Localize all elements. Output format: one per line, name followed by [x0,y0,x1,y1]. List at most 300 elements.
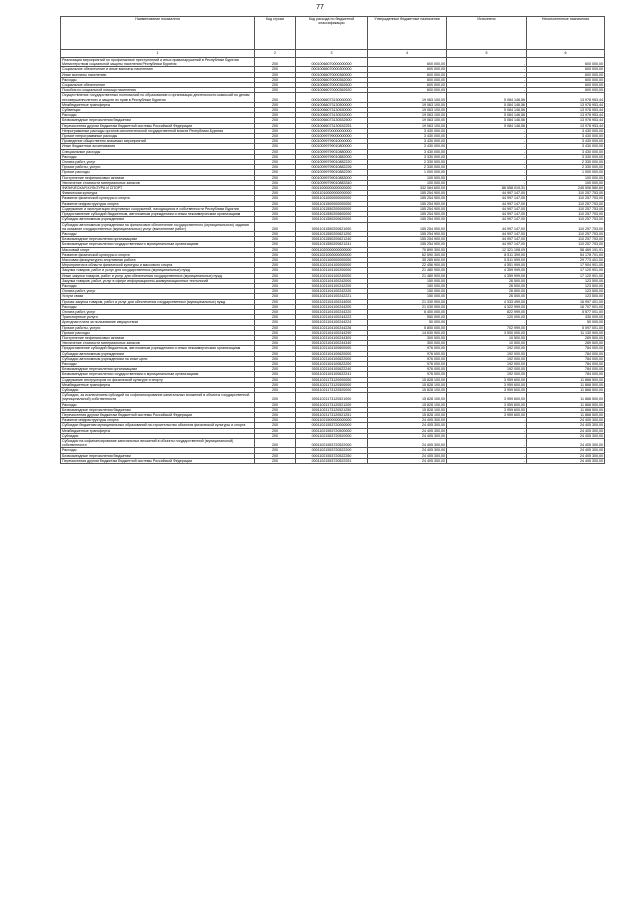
row-name: Предоставление субсидий бюджетным, автономным учреждениям и иным некоммерческим организациям [61,346,255,351]
row-line-code: 200 [255,320,296,325]
row-executed-amount: 44 997 147,00 [447,191,527,196]
header-classification-code: Код расхода по бюджетной классификации [296,17,368,50]
row-line-code: 200 [255,212,296,217]
row-line-code: 200 [255,83,296,88]
row-approved-amount: 15 828 100,00 [368,377,447,382]
row-unexecuted-amount: 11 130 900,00 [527,330,605,335]
row-line-code: 200 [255,458,296,463]
row-name: Субсидии [61,433,255,438]
row-approved-amount: 600 000,00 [368,88,447,93]
row-classification-code: 00011021104100244340 [296,341,368,346]
row-unexecuted-amount: 5 097 001,00 [527,325,605,330]
row-line-code: 200 [255,196,296,201]
row-approved-amount: 6 400 000,00 [368,309,447,314]
row-executed-amount: 192 000,00 [447,367,527,372]
row-approved-amount: 19 063 100,00 [368,123,447,128]
row-executed-amount: - [447,448,527,453]
row-unexecuted-amount: 110 257 753,00 [527,222,605,231]
row-line-code: 200 [255,351,296,356]
row-name: Прочие работы, услуги [61,165,255,170]
row-approved-amount: 976 000,00 [368,351,447,356]
header-unexecuted: Неисполненные назначения [527,17,605,50]
row-classification-code: 00011021104100244220 [296,309,368,314]
row-executed-amount: - [447,165,527,170]
row-executed-amount: 4 333 499,00 [447,299,527,304]
row-line-code: 200 [255,252,296,257]
row-classification-code: 00011011550200000000 [296,206,368,211]
row-name: Развитие инфраструктуры спорта [61,201,255,206]
row-unexecuted-amount: 11 868 500,00 [527,402,605,407]
row-approved-amount: 1 000 000,00 [368,170,447,175]
row-executed-amount: 4 359 999,00 [447,268,527,273]
row-classification-code: 00011021104100244222 [296,315,368,320]
row-executed-amount: 86 558 019,31 [447,186,527,191]
row-line-code: 200 [255,278,296,283]
row-unexecuted-amount: 784 000,00 [527,356,605,361]
row-name: Предоставление субсидий бюджетным, автономным учреждениям и иным некоммерческим организациям [61,212,255,217]
row-classification-code: 00011021553720500000 [296,428,368,433]
row-classification-code: 00011011550200620000 [296,217,368,222]
row-name: Прочая закупка товаров, работ и услуг для обеспечения государственных (муниципальных) нужд [61,299,255,304]
table-row [61,273,605,278]
row-classification-code: 00011010000000000000 [296,191,368,196]
row-approved-amount: 150 000,00 [368,283,447,288]
row-classification-code: 00011021553720522250 [296,453,368,458]
row-approved-amount: 21 330 900,00 [368,299,447,304]
row-unexecuted-amount: 58 469 191,91 [527,247,605,252]
row-unexecuted-amount: 24 405 300,00 [527,453,605,458]
row-executed-amount: 8 511 399,00 [447,252,527,257]
row-classification-code: 00010066073130500000 [296,102,368,107]
row-approved-amount: 24 405 300,00 [368,458,447,463]
row-unexecuted-amount: 110 257 753,00 [527,212,605,217]
row-classification-code: 00011021104100240000 [296,273,368,278]
table-row [61,268,605,273]
row-executed-amount: - [447,134,527,139]
row-line-code: 200 [255,72,296,77]
row-executed-amount: 44 997 147,00 [447,217,527,222]
row-name: Массовая физкультурно-спортивная работа [61,257,255,262]
row-unexecuted-amount: 110 257 753,00 [527,206,605,211]
row-line-code: 200 [255,77,296,82]
row-unexecuted-amount: 110 257 753,00 [527,196,605,201]
row-name: Мероприятия в области физической культуры и массового спорта [61,263,255,268]
table-row [61,458,605,463]
row-executed-amount: 3 959 600,00 [447,407,527,412]
row-classification-code: 00010066070000362620 [296,88,368,93]
row-classification-code: 00011021104100244300 [296,335,368,340]
row-executed-amount: 44 997 147,00 [447,206,527,211]
row-approved-amount: 15 828 100,00 [368,413,447,418]
row-executed-amount: - [447,139,527,144]
row-unexecuted-amount: 600 000,00 [527,58,605,67]
row-name: Реализация мероприятий по профилактике преступлений и иных правонарушений в Республике Бурятия Министерством социальной защиты населения Республики Бурятия [61,58,255,67]
row-name: ФИЗИЧЕСКАЯ КУЛЬТУРА И СПОРТ [61,186,255,191]
row-unexecuted-amount: 784 000,00 [527,367,605,372]
row-unexecuted-amount: 784 000,00 [527,351,605,356]
row-executed-amount: 192 000,00 [447,356,527,361]
row-approved-amount: 24 405 300,00 [368,448,447,453]
row-executed-amount: 192 000,00 [447,346,527,351]
row-line-code: 200 [255,154,296,159]
row-unexecuted-amount: 600 000,00 [527,88,605,93]
row-unexecuted-amount: 100 000,00 [527,175,605,180]
row-classification-code: 00010099700000000000 [296,128,368,133]
row-unexecuted-amount: 5 577 001,00 [527,309,605,314]
row-approved-amount: 150 000,00 [368,278,447,283]
row-approved-amount: 3 430 000,00 [368,134,447,139]
row-approved-amount: 600 000,00 [368,83,447,88]
row-name: Межбюджетные трансферты [61,102,255,107]
column-number: 1 [61,50,255,58]
row-unexecuted-amount: 2 330 000,00 [527,165,605,170]
table-row [61,58,605,67]
row-line-code: 200 [255,149,296,154]
row-executed-amount: 26 500,00 [447,283,527,288]
row-approved-amount: 19 063 100,00 [368,93,447,102]
row-executed-amount: - [447,170,527,175]
row-name: Закупка товаров, работ и услуг для государственных (муниципальных) нужд [61,268,255,273]
row-line-code: 200 [255,134,296,139]
row-classification-code: 00011021173120521250 [296,407,368,412]
row-executed-amount: - [447,439,527,448]
row-approved-amount: 976 000,00 [368,356,447,361]
row-unexecuted-amount: 3 430 000,00 [527,139,605,144]
row-unexecuted-amount: 600 000,00 [527,72,605,77]
row-name: Развитие физической культуры и спорта [61,252,255,257]
row-approved-amount: 155 254 900,00 [368,222,447,231]
row-classification-code: 00010099799010883000 [296,175,368,180]
page-number: 77 [316,4,324,11]
row-unexecuted-amount: 123 500,00 [527,289,605,294]
row-unexecuted-amount: 110 257 753,00 [527,217,605,222]
row-classification-code: 00010099799010882290 [296,170,368,175]
row-line-code: 200 [255,268,296,273]
table-row [61,222,605,231]
row-unexecuted-amount: 24 405 300,00 [527,418,605,423]
row-approved-amount: 15 828 100,00 [368,388,447,393]
row-classification-code: 00011021100000000000 [296,257,368,262]
row-executed-amount: - [447,428,527,433]
row-line-code: 200 [255,247,296,252]
row-name: Перечисления другим бюджетам бюджетной системы Российской Федерации [61,458,255,463]
row-executed-amount: - [447,433,527,438]
row-approved-amount: 15 828 100,00 [368,407,447,412]
row-name: Расходы [61,304,255,309]
row-line-code: 200 [255,108,296,113]
row-name: Безвозмездные перечисления организациям [61,237,255,242]
row-executed-amount: - [447,72,527,77]
row-unexecuted-amount: 17 904 901,00 [527,263,605,268]
row-name: Расходы [61,154,255,159]
row-unexecuted-amount: 110 257 753,00 [527,231,605,236]
row-approved-amount: 62 590 300,00 [368,252,447,257]
table-row [61,123,605,128]
row-executed-amount: 5 511 599,00 [447,257,527,262]
row-name: Оплата работ, услуг [61,309,255,314]
row-approved-amount: 600 000,00 [368,72,447,77]
row-name: Расходы [61,402,255,407]
row-approved-amount: 332 064 600,00 [368,186,447,191]
row-unexecuted-amount: 600 000,00 [527,77,605,82]
row-approved-amount: 100 000,00 [368,175,447,180]
row-classification-code: 00011021553720520000 [296,433,368,438]
row-approved-amount: 22 456 900,00 [368,263,447,268]
row-name: Субсидии автономным учреждениям [61,217,255,222]
table-row [61,263,605,268]
row-classification-code: 00011021173120520000 [296,388,368,393]
row-name: Безвозмездные перечисления государственным и муниципальным организациям [61,372,255,377]
row-name: Межбюджетные трансферты [61,382,255,387]
row-classification-code: 00011021104100622000 [296,356,368,361]
row-name: Субвенции [61,108,255,113]
row-classification-code: 00010099799010000000 [296,139,368,144]
row-name: Субсидии автономным учреждениям на финансовое обеспечение государственного (муниципального) задания на оказание государственных (муниципальных) услуг (выполнение работ) [61,222,255,231]
row-name: Увеличение стоимости материальных запасов [61,341,255,346]
row-approved-amount: 3 430 000,00 [368,144,447,149]
row-approved-amount: 24 405 300,00 [368,433,447,438]
column-number-row [61,50,605,58]
row-line-code: 200 [255,372,296,377]
row-executed-amount: 5 084 146,56 [447,118,527,123]
row-classification-code: 00010066073130532251 [296,123,368,128]
row-executed-amount: 44 997 147,00 [447,201,527,206]
row-classification-code: 00011021553720000000 [296,423,368,428]
row-executed-amount: 5 084 146,56 [447,93,527,102]
header-row [61,17,605,50]
row-line-code: 200 [255,453,296,458]
header-line-code: Код строки [255,17,296,50]
row-approved-amount: 24 405 300,00 [368,453,447,458]
row-line-code: 200 [255,217,296,222]
row-line-code: 200 [255,139,296,144]
row-unexecuted-amount: 11 868 500,00 [527,382,605,387]
row-unexecuted-amount: 29 773 401,00 [527,257,605,262]
row-executed-amount: 44 997 147,00 [447,242,527,247]
row-line-code: 200 [255,299,296,304]
row-unexecuted-amount: 1 000 000,00 [527,170,605,175]
row-approved-amount: 3 430 000,00 [368,149,447,154]
column-number: 6 [527,50,605,58]
row-classification-code: 00010066073130000000 [296,93,368,102]
row-approved-amount: 600 000,00 [368,67,447,72]
row-classification-code: 00011011550200600000 [296,212,368,217]
row-name: Пособия по социальной помощи населению [61,88,255,93]
row-unexecuted-amount: 3 430 000,00 [527,144,605,149]
row-unexecuted-amount: 16 707 901,00 [527,304,605,309]
row-classification-code: 00010099799010882000 [296,154,368,159]
row-classification-code: 00011021173120521251 [296,413,368,418]
row-approved-amount: 155 254 900,00 [368,217,447,222]
column-number: 5 [447,50,527,58]
table-row [61,212,605,217]
row-line-code: 200 [255,113,296,118]
row-name: Социальное обеспечение и иные выплаты населению [61,67,255,72]
row-executed-amount: - [447,453,527,458]
row-classification-code: 00011011550200621000 [296,222,368,231]
row-name: Безвозмездные перечисления бюджетам [61,453,255,458]
row-classification-code: 00011021104100600000 [296,346,368,351]
row-executed-amount: 44 997 147,00 [447,237,527,242]
table-row [61,93,605,102]
row-name: Развитие физической культуры и спорта [61,196,255,201]
row-classification-code: 00010066070000362600 [296,83,368,88]
row-executed-amount: 12 321 108,09 [447,247,527,252]
row-classification-code: 00011021104100242220 [296,289,368,294]
table-row [61,356,605,361]
row-approved-amount: 19 063 100,00 [368,108,447,113]
row-approved-amount: 550 000,00 [368,315,447,320]
column-number: 4 [368,50,447,58]
row-classification-code: 00011021104100244226 [296,325,368,330]
header-name: Наименование показателя [61,17,255,50]
row-unexecuted-amount: 245 506 580,69 [527,186,605,191]
row-unexecuted-amount: 24 405 300,00 [527,458,605,463]
row-unexecuted-amount: 289 500,00 [527,335,605,340]
row-name: Массовый спорт [61,247,255,252]
row-executed-amount: 5 084 146,56 [447,123,527,128]
row-line-code: 200 [255,283,296,288]
row-approved-amount: 600 000,00 [368,77,447,82]
row-classification-code: 00011021553720522200 [296,448,368,453]
row-approved-amount: 21 480 900,00 [368,268,447,273]
row-classification-code: 00010066070000362000 [296,77,368,82]
row-executed-amount: 4 359 999,00 [447,273,527,278]
row-executed-amount: 44 997 147,00 [447,231,527,236]
row-unexecuted-amount: 13 978 953,44 [527,108,605,113]
header-approved: Утвержденные бюджетные назначения [368,17,447,50]
row-executed-amount: - [447,77,527,82]
row-unexecuted-amount: 123 500,00 [527,278,605,283]
row-line-code: 200 [255,242,296,247]
row-name: Осуществление государственных полномочий по образованию и организации деятельности комиссий по делам несовершеннолетних и защите их прав в Республике Бурятия [61,93,255,102]
row-unexecuted-amount: 11 868 500,00 [527,377,605,382]
row-classification-code: 00011021104100244000 [296,299,368,304]
row-executed-amount: - [447,418,527,423]
row-executed-amount: 192 000,00 [447,361,527,366]
row-executed-amount: 192 000,00 [447,372,527,377]
row-approved-amount: 19 063 100,00 [368,118,447,123]
row-classification-code: 00011021173120000000 [296,377,368,382]
row-unexecuted-amount: 110 257 753,00 [527,237,605,242]
row-name: Услуги связи [61,294,255,299]
table-body [61,58,605,464]
row-line-code: 200 [255,102,296,107]
row-executed-amount: - [447,88,527,93]
row-name: Расходы [61,231,255,236]
row-line-code: 200 [255,335,296,340]
row-classification-code: 00011021104100622240 [296,367,368,372]
row-line-code: 200 [255,341,296,346]
row-approved-amount: 155 254 900,00 [368,242,447,247]
row-executed-amount: 5 084 146,56 [447,113,527,118]
row-name: Безвозмездные перечисления организациям [61,367,255,372]
row-line-code: 200 [255,165,296,170]
row-classification-code: 00011021173120521200 [296,402,368,407]
row-line-code: 200 [255,201,296,206]
row-classification-code: 00010099799010880000 [296,149,368,154]
row-unexecuted-amount: 17 120 901,00 [527,273,605,278]
row-executed-amount: - [447,149,527,154]
row-line-code: 200 [255,186,296,191]
row-classification-code: 00011000000000000000 [296,186,368,191]
row-line-code: 200 [255,433,296,438]
row-name: Субсидии бюджетам муниципальных образований на строительство объектов физической культуры и спорта [61,423,255,428]
row-name: Расходы [61,113,255,118]
row-classification-code: 00011021104100622200 [296,361,368,366]
row-classification-code: 00010066070000000000 [296,58,368,67]
row-unexecuted-amount: 3 430 000,00 [527,149,605,154]
row-executed-amount: - [447,175,527,180]
row-unexecuted-amount: 110 257 753,00 [527,191,605,196]
row-line-code: 200 [255,289,296,294]
row-executed-amount: 26 500,00 [447,289,527,294]
row-name: Арендная плата за пользование имуществом [61,320,255,325]
row-approved-amount: 155 254 900,00 [368,206,447,211]
row-line-code: 200 [255,346,296,351]
row-approved-amount: 24 405 300,00 [368,428,447,433]
row-line-code: 200 [255,418,296,423]
row-executed-amount: - [447,154,527,159]
row-executed-amount: 5 084 146,56 [447,108,527,113]
row-name: Безвозмездные перечисления государственным и муниципальным организациям [61,242,255,247]
row-executed-amount: 26 500,00 [447,294,527,299]
table-row [61,206,605,211]
row-classification-code: 00010066073130532500 [296,118,368,123]
row-unexecuted-amount: 54 178 701,00 [527,252,605,257]
row-executed-amount: 44 997 147,00 [447,222,527,231]
row-classification-code: 00011021173120521000 [296,393,368,402]
row-line-code: 200 [255,393,296,402]
row-classification-code: 00010099799010882226 [296,165,368,170]
row-unexecuted-amount: 24 405 300,00 [527,448,605,453]
row-approved-amount: 3 430 000,00 [368,139,447,144]
row-approved-amount: 976 000,00 [368,372,447,377]
row-line-code: 200 [255,175,296,180]
row-executed-amount: 3 959 600,00 [447,382,527,387]
table-row [61,346,605,351]
header-executed: Исполнено [447,17,527,50]
budget-table [60,16,605,464]
row-classification-code: 00010066070000300000 [296,67,368,72]
table-row [61,299,605,304]
row-classification-code: 00010099799010883340 [296,180,368,185]
row-classification-code: 00011021104100200000 [296,268,368,273]
row-unexecuted-amount: 13 978 953,44 [527,113,605,118]
row-line-code: 200 [255,356,296,361]
row-approved-amount: 150 000,00 [368,294,447,299]
row-unexecuted-amount: 13 978 953,44 [527,123,605,128]
row-approved-amount: 155 254 900,00 [368,212,447,217]
row-classification-code: 00011011500000000000 [296,201,368,206]
row-executed-amount: 10 500,00 [447,341,527,346]
row-line-code: 200 [255,428,296,433]
row-name: Поступление нефинансовых активов [61,335,255,340]
row-executed-amount: 5 084 146,56 [447,102,527,107]
row-unexecuted-amount: 24 405 300,00 [527,439,605,448]
row-name: Расходы [61,361,255,366]
row-unexecuted-amount: 110 257 753,00 [527,201,605,206]
row-unexecuted-amount: 11 868 500,00 [527,407,605,412]
row-line-code: 200 [255,423,296,428]
row-name: Прочие работы, услуги [61,325,255,330]
row-classification-code: 00011021104100244224 [296,320,368,325]
row-executed-amount: 3 959 600,00 [447,413,527,418]
row-name: Развитие инфраструктуры спорта [61,418,255,423]
row-classification-code: 00011011550200621240 [296,237,368,242]
row-unexecuted-amount: 784 000,00 [527,346,605,351]
table-row [61,278,605,283]
